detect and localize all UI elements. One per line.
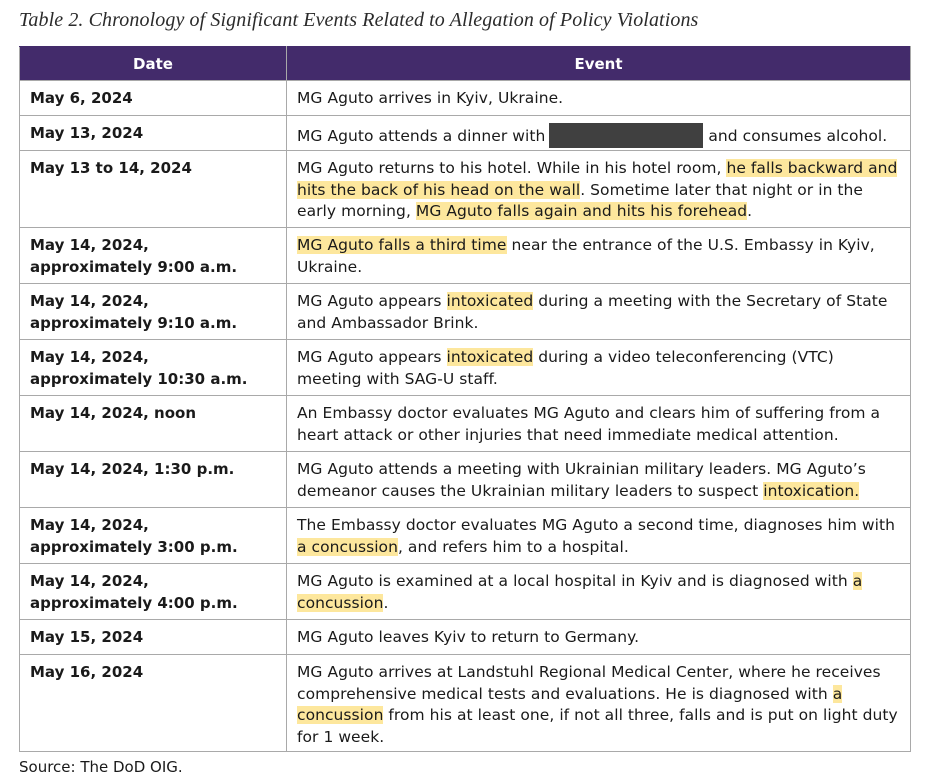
row-date: [20, 116, 287, 151]
row-date: [20, 564, 287, 620]
date-line: approximately 4:00 p.m.: [30, 593, 238, 612]
date-line: May 13, 2024: [30, 124, 144, 142]
table-row: [20, 452, 911, 508]
event-text: during a video teleconferencing (VTC) meeting with SAG-U staff.: [297, 348, 834, 388]
date-line: May 14, 2024,: [30, 572, 149, 590]
column-header-event: Event: [287, 47, 911, 81]
row-date: [20, 396, 287, 452]
highlighted-text: a concussion: [297, 684, 843, 724]
row-date: [20, 620, 287, 655]
event-text: and consumes alcohol.: [708, 127, 888, 145]
event-text: MG Aguto returns to his hotel. While in his hotel room,: [297, 159, 727, 177]
table-row: [20, 116, 911, 151]
row-date: [20, 340, 287, 396]
row-event: [287, 284, 911, 340]
row-date: [20, 284, 287, 340]
row-event: [287, 620, 911, 655]
event-text: MG Aguto arrives at Landstuhl Regional Medical Center, where he receives comprehensive medical tests and evaluations. He is diagnosed with: [297, 663, 881, 703]
row-event: [287, 81, 911, 116]
event-text: MG Aguto arrives in Kyiv, Ukraine.: [297, 89, 564, 107]
highlighted-text: intoxicated: [446, 292, 534, 310]
date-line: approximately 3:00 p.m.: [30, 537, 238, 556]
date-line: May 14, 2024,: [30, 516, 149, 534]
highlighted-text: he falls backward and hits the back of his head on the wall: [297, 159, 898, 199]
date-line: May 13 to 14, 2024: [30, 159, 192, 177]
table-row: [20, 564, 911, 620]
table-body: [20, 81, 911, 752]
event-text: MG Aguto appears: [297, 292, 447, 310]
column-header-date: Date: [20, 47, 287, 81]
row-event: [287, 228, 911, 284]
table-row: [20, 620, 911, 655]
event-text: MG Aguto attends a dinner with: [297, 127, 546, 145]
row-date: [20, 655, 287, 752]
event-text: from his at least one, if not all three, falls and is put on light duty for 1 week.: [297, 706, 898, 746]
table-row: [20, 81, 911, 116]
event-text: during a meeting with the Secretary of State and Ambassador Brink.: [297, 292, 888, 332]
table-header-row: [20, 47, 911, 81]
row-event: [287, 452, 911, 508]
table-row: [20, 151, 911, 228]
date-line: May 14, 2024,: [30, 292, 149, 310]
row-date: [20, 452, 287, 508]
chronology-table: [19, 46, 911, 752]
highlighted-text: MG Aguto falls again and hits his forehead: [415, 202, 748, 220]
event-text: . Sometime later that night or in the early morning,: [297, 180, 864, 220]
table-row: [20, 655, 911, 752]
date-line: May 14, 2024, noon: [30, 404, 197, 422]
event-text: MG Aguto appears: [297, 348, 447, 366]
table-row: [20, 340, 911, 396]
redaction-box: [549, 123, 703, 148]
row-event: [287, 564, 911, 620]
event-text: near the entrance of the U.S. Embassy in Kyiv, Ukraine.: [297, 236, 875, 276]
row-event: [287, 151, 911, 228]
row-event: [287, 508, 911, 564]
date-line: May 6, 2024: [30, 89, 133, 107]
date-line: approximately 10:30 a.m.: [30, 369, 248, 388]
highlighted-text: MG Aguto falls a third time: [297, 236, 507, 254]
row-date: [20, 508, 287, 564]
table-row: [20, 228, 911, 284]
event-text: , and refers him to a hospital.: [397, 537, 629, 556]
source-note: Source: The DoD OIG.: [19, 758, 183, 776]
highlighted-text: intoxicated: [446, 348, 534, 366]
row-event: [287, 340, 911, 396]
date-line: May 16, 2024: [30, 663, 144, 681]
event-text: An Embassy doctor evaluates MG Aguto and clears him of suffering from a heart attack or other injuries that need immediate medical attention.: [297, 404, 881, 444]
row-event: [287, 396, 911, 452]
event-text: MG Aguto is examined at a local hospital in Kyiv and is diagnosed with: [297, 572, 853, 590]
event-text: .: [383, 593, 389, 612]
row-event: [287, 655, 911, 752]
event-text: MG Aguto leaves Kyiv to return to Germany.: [297, 628, 640, 646]
row-date: [20, 228, 287, 284]
row-date: [20, 151, 287, 228]
table-caption: Table 2. Chronology of Significant Events Related to Allegation of Policy Violations: [19, 9, 699, 31]
date-line: May 15, 2024: [30, 628, 144, 646]
date-line: approximately 9:00 a.m.: [30, 257, 238, 276]
highlighted-text: intoxication.: [763, 481, 860, 500]
date-line: approximately 9:10 a.m.: [30, 313, 238, 332]
date-line: May 14, 2024,: [30, 348, 149, 366]
date-line: May 14, 2024, 1:30 p.m.: [30, 460, 235, 478]
event-text: MG Aguto attends a meeting with Ukrainian military leaders. MG Aguto’s demeanor causes the Ukrainian military leaders to suspect: [297, 460, 866, 500]
highlighted-text: a concussion: [297, 572, 863, 612]
date-line: May 14, 2024,: [30, 236, 149, 254]
table-row: [20, 396, 911, 452]
table-row: [20, 508, 911, 564]
event-text: .: [747, 202, 753, 220]
event-text: The Embassy doctor evaluates MG Aguto a second time, diagnoses him with: [297, 516, 895, 534]
table-row: [20, 284, 911, 340]
row-date: [20, 81, 287, 116]
highlighted-text: a concussion: [297, 537, 398, 556]
row-event: [287, 116, 911, 151]
